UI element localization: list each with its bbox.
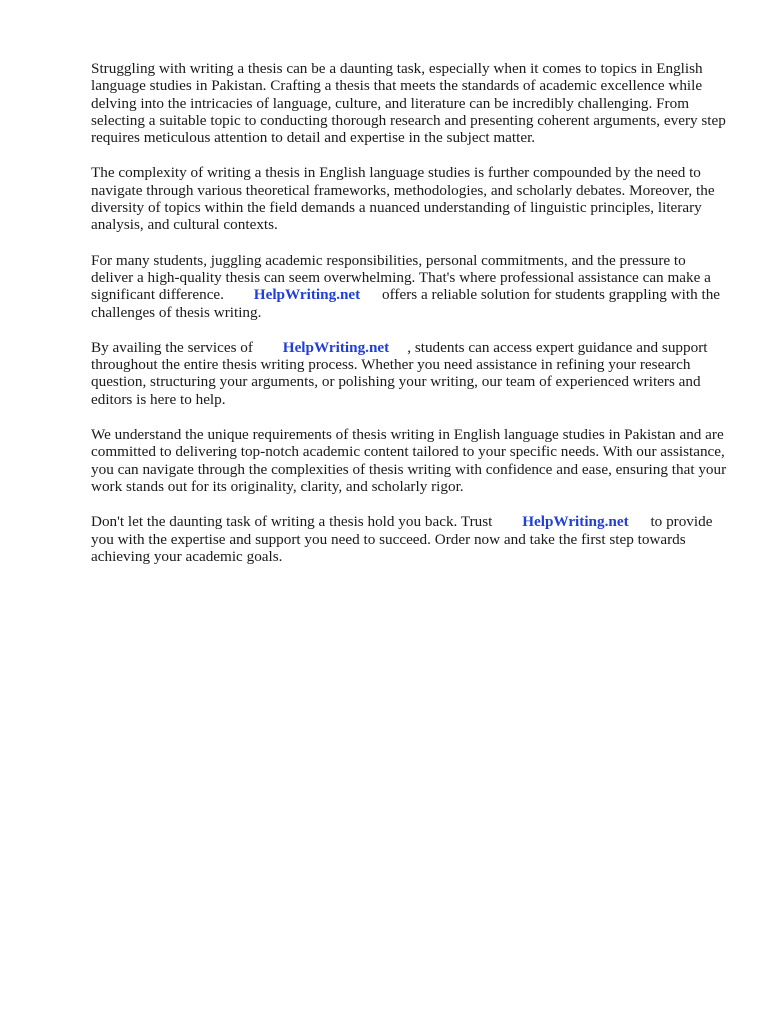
helpwriting-link[interactable]: HelpWriting.net bbox=[253, 286, 361, 304]
paragraph-text: , students can access expert guidance and support throughout the entire thesis writing process. Whether you need assistance in refining your research question, structuring your arguments, or polishing your writing, our team of experienced writers and editors is here to help. bbox=[91, 338, 708, 408]
helpwriting-link[interactable]: HelpWriting.net bbox=[522, 513, 629, 531]
paragraph-complexity bbox=[91, 164, 727, 233]
paragraph-text: The complexity of writing a thesis in English language studies is further compounded by the need to navigate through various theoretical frameworks, methodologies, and scholarly debates. Moreover, the diversity of topics within the field demands a nuanced understanding of linguistic principles, literary analysis, and cultural contexts. bbox=[91, 164, 715, 234]
paragraph-text: Struggling with writing a thesis can be a daunting task, especially when it comes to topics in English language studies in Pakistan. Crafting a thesis that meets the standards of academic excellence while delving into the intricacies of language, culture, and literature can be incredibly challenging. From selecting a suitable topic to conducting thorough research and presenting coherent arguments, every step requires meticulous attention to detail and expertise in the subject matter. bbox=[91, 60, 726, 147]
paragraph-students bbox=[91, 252, 727, 321]
paragraph-text: offers a reliable solution for students grappling with the challenges of thesis writing. bbox=[91, 286, 721, 321]
paragraph-text: Don't let the daunting task of writing a thesis hold you back. Trust bbox=[91, 513, 493, 531]
paragraph-text: By availing the services of bbox=[91, 338, 253, 356]
paragraph-services bbox=[91, 339, 727, 408]
document-body bbox=[91, 60, 727, 583]
paragraph-text: to provide you with the expertise and support you need to succeed. Order now and take the first step towards achieving your academic goals. bbox=[91, 513, 713, 565]
paragraph-text: For many students, juggling academic responsibilities, personal commitments, and the pressure to deliver a high-quality thesis can seem overwhelming. That's where professional assistance can make a significant difference. bbox=[91, 251, 711, 304]
paragraph-intro bbox=[91, 60, 727, 146]
paragraph-closing bbox=[91, 513, 727, 565]
paragraph-understand bbox=[91, 426, 727, 495]
paragraph-text: We understand the unique requirements of thesis writing in English language studies in Pakistan and are committed to delivering top-notch academic content tailored to your specific needs. With our assistance, you can navigate through the complexities of thesis writing with confidence and ease, ensuring that your work stands out for its originality, clarity, and scholarly rigor. bbox=[91, 426, 727, 495]
helpwriting-link[interactable]: HelpWriting.net bbox=[282, 338, 390, 356]
